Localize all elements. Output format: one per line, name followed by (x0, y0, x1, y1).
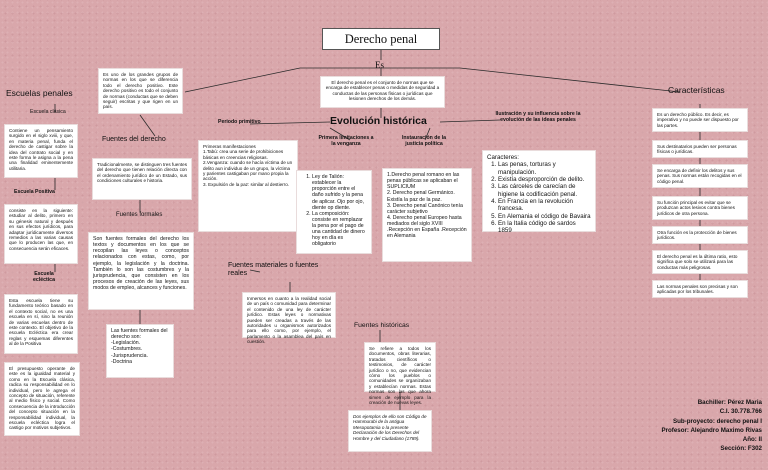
limitaciones-item: 1. Ley de Talión: establecer la proporción entre el daño sufrido y la pena de aplicar. Ojo por ojo, diente op diente. (312, 174, 367, 211)
caracteristica-item: Se encarga de definir los delitos y sus penas. Sus normas están recogidas en el código penal. (652, 164, 748, 188)
ilustracion-box (482, 150, 596, 235)
fuentes-del-derecho-text: Tradicionalmente, se distinguen tres fuentes del derecho que tienen relación directa con el ordenamiento jurídico de un Estado, sus condiciones culturales e historia. (92, 158, 192, 200)
justicia-item: 4. Derecho penal Europeo hasta mediados del siglo XVIII .Recepción en España .Recepción en Alemania (387, 214, 467, 240)
justicia-item: 1.Derecho penal romano en las penas públicas se aplicaban el SUPLICIUM (387, 172, 460, 191)
periodo-primitivo-label: Periodo primitivo (218, 119, 261, 125)
caracteres-head: Caracteres: (487, 154, 519, 161)
author-block (610, 398, 762, 454)
fuentes-list-item: -Costumbres. (111, 346, 143, 353)
fuentes-intro-box: Es uno de los grandes grupos de normas en los que se diferencia todo el derecho positivo. Este derecho positivo es todo el conjunto de normas (conductas que se deben seguir) escritas y que rigen en un país. (98, 68, 183, 114)
author-line: Año: II (742, 436, 762, 444)
caracteristica-item: Sus destinatarios pueden ser personas físicas o jurídicas. (652, 140, 748, 158)
author-line: Profesor: Alejandro Maximo Rivas (661, 426, 762, 434)
fuentes-historicas-example: Dos ejemplos de ello son Código de Hammurabi de la antigua Mesopotamia o la presente Declaración de los Derechos del Hombre y del Ciudadano (1789). (348, 410, 432, 452)
author-line: C.I. 30.778.766 (719, 408, 762, 416)
limitaciones-box (296, 170, 372, 254)
ilustracion-item: 5. En Alemania el código de Bavaira (498, 213, 591, 220)
fuentes-formales-list (106, 324, 174, 378)
fuentes-materiales-text: Inmersos en cuanto a la realidad social de un país o comunidad para determinar el contenido de una ley de carácter jurídico. Estas leyes o normativas pueden ser creadas a través de las autoridades u organismos autorizados para ello como, por ejemplo, el parlamento o la asamblea del país en cuestión. (242, 292, 336, 338)
caracteristica-item: Las normas penales son precisas y son aplicadas por los tribunales. (652, 280, 748, 298)
es-label: Es (375, 60, 384, 70)
primera-limitaciones-label: Primera limitaciones a la venganza (318, 135, 374, 147)
caracteristica-item: Su función principal es evitar que se produzcan actos lesivos contra bienes jurídicos de otra persona. (652, 196, 748, 220)
ilustracion-item: 4. En Francia en la revolución francesa. (498, 198, 591, 213)
escuela-positiva-title: Escuela Positiva (14, 189, 55, 195)
limitaciones-item: 2. La composición: consiste en remplazar la pena por el pago de una cantidad de dinero hoy en día es obligatorio (312, 211, 367, 248)
fuentes-historicas-text: Se refiere a todos los documentos, obras literarias, tratados científicos o testimonios, de carácter jurídico o no, que evidencian cómo los pueblos o comunidades se organizaban y establecían normas. Estas normas son las que ahora sirven de ejemplo para la creación de nuevas leyes. (364, 342, 436, 392)
fuentes-materiales-title: Fuentes materiales o fuentes reales (228, 262, 319, 278)
fuentes-historicas-title: Fuentes históricas (354, 322, 410, 329)
periodo-primitivo-box (198, 140, 298, 232)
primitivo-item: 2.Venganza: cuando se hacía víctima de un delito aun individuo de un grupo, la víctima y parientes castigaban por mano propia la acción. (203, 160, 293, 182)
escuela-clasica-text: Contiene un pensamiento surgido en el siglo xviii, y que, en materia penal, funda el derecho de castigar sobre la idea del contrato social y en este forma le asigna a la pena una finalidad eminentemente utilitaria. (4, 124, 78, 178)
fuentes-list-item: -Doctrina (111, 358, 133, 365)
fuentes-list-item: -Jurisprudencia. (111, 352, 148, 359)
ilustracion-item: 3. Las cárceles de carecían de higiene la codificación penal. (498, 183, 591, 198)
ilustracion-title: Ilustración y su influencia sobre la evolución de las ideas penales (495, 111, 581, 123)
author-line: Sección: F302 (720, 445, 762, 453)
fuentes-del-derecho-header: Fuentes del derecho (102, 136, 166, 143)
caracteristica-item: Otra función es la protección de bienes jurídicos. (652, 226, 748, 244)
fuentes-formales-title: Fuentes formales (116, 212, 163, 218)
escuela-clasica-title: Escuela clásica (30, 109, 66, 115)
fuentes-formales-list-title: Las fuentes formales del derecho son: (111, 328, 168, 341)
fuentes-list-item: -Legislación. (111, 340, 141, 347)
escuela-eclectica-text: Esta escuela tiene su fundamento teórico basado en el contexto social, no es una escuela en sí, sino la reunión de varias escuelas dentro de este contexto. El objetivo de la escuela Ecléctica era crear reglas y esquemas diferentes al de la Positiva (4, 294, 78, 354)
author-line: Sub-proyecto: derecho penal I (672, 417, 762, 425)
caracteristica-item: El derecho penal es la última ratio, esto significa que solo se utilizará para las conductas más peligrosas. (652, 250, 748, 274)
fuentes-formales-text: Son fuentes formales del derecho los textos y documentos en los que se recopilan las leyes o conceptos relacionados con estas, como, por ejemplo, la legislación y la doctrina. También lo son las costumbres y la jurisprudencia, que consisten en los procesos de creación de las leyes, sus modos de empleo, alcances y funciones. (88, 232, 194, 310)
escuela-positiva-text: consiste en la siguiente: estudiar al delito, primero en su génesis natural y después en sus efectos jurídicos, para adaptar jurídicamente diversos remedios a las varias causas que lo producen las que, en consecuencia serán eficaces. (4, 204, 78, 264)
justicia-item: 3. Derecho penal Canónico tenía carácter subjetivo (387, 202, 463, 215)
ilustracion-item: 1. Las penas, torturas y manipulación. (498, 161, 591, 176)
escuelas-penales-header: Escuelas penales (6, 88, 73, 98)
caracteristica-item: Es un derecho público. Es decir, es imperativo y no puede ser dispuesto por las partes. (652, 108, 748, 132)
primitivo-item: 3. Expulsión de la paz: similar al destierro. (203, 181, 290, 187)
page-title: Derecho penal (322, 28, 440, 50)
author-line: Bachiller: Pérez Maria (697, 399, 762, 406)
evolucion-historica-title: Evolución histórica (330, 115, 427, 127)
ilustracion-item: 2. Existía desproporción de delito. (498, 176, 591, 183)
escuela-eclectica-title: Escuela ecléctica (33, 271, 55, 283)
justicia-item: 2. Derecho penal Germánico. Existía la paz de la paz. (387, 190, 455, 203)
escuela-eclectica-extra: El presupuesto operante de este es la igualdad material y como en la Escuela clásica, radica su responsabilidad en lo individual, pero le agrega el concepto de situación, referente al medio físico y social. Como consecuencia de la introducción del concepto situación en la responsabilidad individual, la escuela ecléctica logra el castigo por motivos subjetivos. (4, 362, 80, 436)
definition-box: El derecho penal es el conjunto de normas que se encarga de establecer penas o medidas de seguridad a conductas de las personas físicas o jurídicas que lesionen derechos de los demás. (320, 76, 445, 108)
justicia-politica-label: Instauración de la justicia política (401, 135, 447, 147)
ilustracion-item: 6. En la Italia código de sardos 1859 (498, 220, 591, 235)
caracteristicas-header: Características (668, 85, 725, 95)
primeras-manifestaciones-title: Primeras manifestaciones (203, 144, 256, 149)
primitivo-item: 1.Tabú: crea una serie de prohibiciones básicas en creencias religiosas. (203, 149, 284, 160)
justicia-politica-box (382, 168, 472, 262)
